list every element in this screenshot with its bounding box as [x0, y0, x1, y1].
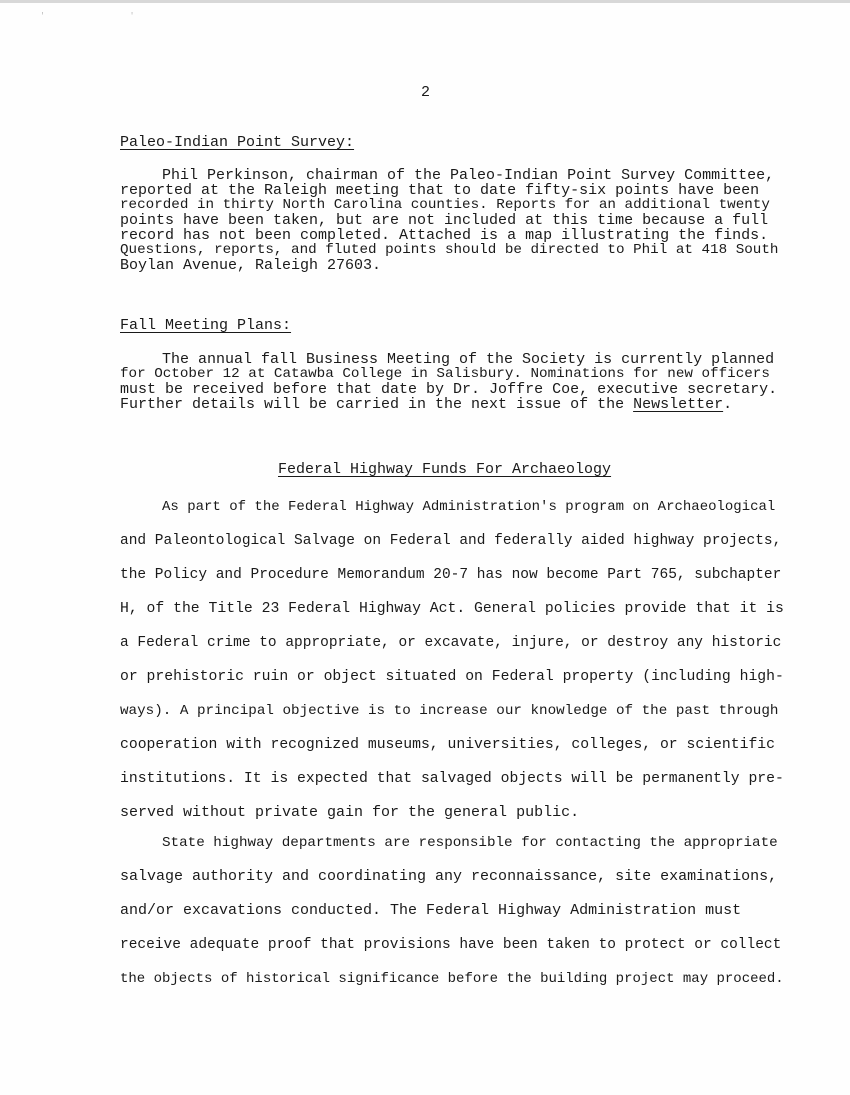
paleo-line: Boylan Avenue, Raleigh 27603.: [120, 257, 382, 274]
highway-line: and/or excavations conducted. The Federal Highway Administration must: [120, 902, 742, 919]
newsletter-title: Newsletter: [633, 396, 724, 413]
fall-heading: Fall Meeting Plans:: [120, 317, 292, 334]
highway-line: H, of the Title 23 Federal Highway Act. General policies provide that it is: [120, 601, 784, 617]
fall-line: for October 12 at Catawba College in Salisbury. Nominations for new officers: [120, 366, 770, 382]
highway-line: the objects of historical significance before the building project may proceed.: [120, 971, 784, 987]
fall-paragraph: [120, 352, 780, 412]
page-number: 2: [421, 84, 431, 101]
highway-line: As part of the Federal Highway Administration's program on Archaeological: [162, 499, 776, 515]
highway-line: and Paleontological Salvage on Federal and federally aided highway projects,: [120, 533, 782, 549]
paleo-line: recorded in thirty North Carolina counties. Reports for an additional twenty: [120, 197, 770, 213]
highway-line: a Federal crime to appropriate, or excavate, injure, or destroy any historic: [120, 635, 782, 651]
paleo-line: points have been taken, but are not included at this time because a full: [120, 212, 769, 229]
highway-line: State highway departments are responsible for contacting the appropriate: [162, 835, 778, 851]
fall-line: must be received before that date by Dr. Joffre Coe, executive secretary.: [120, 381, 778, 398]
highway-line: served without private gain for the general public.: [120, 804, 580, 821]
fall-line: The annual fall Business Meeting of the Society is currently planned: [162, 351, 775, 368]
fall-line-text: Further details will be carried in the next issue of the: [120, 396, 634, 413]
fall-line-end: .: [723, 396, 733, 413]
page-top-edge: [0, 0, 850, 3]
highway-line: ways). A principal objective is to increase our knowledge of the past through: [120, 703, 779, 719]
highway-line: salvage authority and coordinating any reconnaissance, site examinations,: [120, 868, 778, 885]
highway-line: receive adequate proof that provisions have been taken to protect or collect: [120, 937, 782, 953]
highway-paragraph-2: [120, 826, 785, 996]
paleo-line: Questions, reports, and fluted points should be directed to Phil at 418 South: [120, 242, 779, 258]
paleo-line: reported at the Raleigh meeting that to date fifty-six points have been: [120, 182, 760, 199]
scan-marks: ' ': [40, 12, 175, 21]
highway-line: cooperation with recognized museums, universities, colleges, or scientific: [120, 737, 776, 753]
highway-line: institutions. It is expected that salvaged objects will be permanently pre-: [120, 771, 784, 787]
fall-line-last: [120, 397, 780, 412]
paleo-paragraph: [120, 168, 780, 273]
highway-line: the Policy and Procedure Memorandum 20-7 has now become Part 765, subchapter: [120, 567, 782, 583]
paleo-heading: Paleo-Indian Point Survey:: [120, 134, 355, 151]
paleo-line: Phil Perkinson, chairman of the Paleo-Indian Point Survey Committee,: [162, 167, 775, 184]
highway-paragraph-1: [120, 490, 785, 830]
highway-line: or prehistoric ruin or object situated on Federal property (including high-: [120, 669, 784, 685]
paleo-line: record has not been completed. Attached is a map illustrating the finds.: [120, 227, 769, 244]
highway-heading: Federal Highway Funds For Archaeology: [278, 461, 612, 478]
